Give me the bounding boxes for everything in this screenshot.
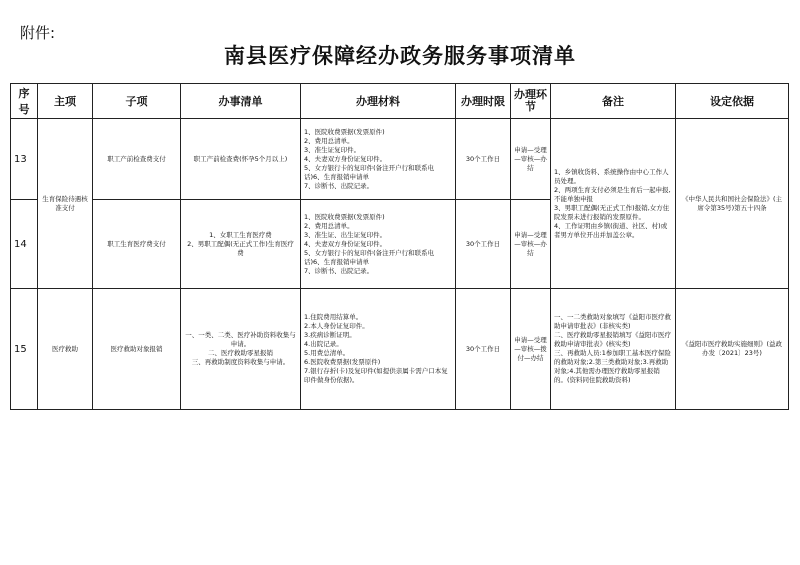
row-time-limit: 30个工作日 [456, 119, 511, 200]
header-task-list: 办事清单 [181, 84, 301, 119]
header-remarks: 备注 [551, 84, 676, 119]
table-header-row [11, 84, 789, 119]
row-time-limit: 30个工作日 [456, 200, 511, 289]
row-seq: 14 [11, 200, 38, 289]
header-seq: 序号 [11, 84, 38, 119]
header-basis: 设定依据 [676, 84, 789, 119]
header-main-item: 主项 [38, 84, 93, 119]
row-remarks: 1、乡镇收货料、系统操作由中心工作人员处理。 2、两项生育支付必须是生育后一起申报,不能单独申报 3、男职工配偶(无正式工作)报销,女方住院发票未进行报销的发票原件。 4、工作证明由乡镇(街道、社区、村)或者男方单位开出并加盖公章。 [551, 119, 676, 289]
table-row [11, 289, 789, 410]
header-time-limit: 办理时限 [456, 84, 511, 119]
row-materials: 1、医院收费票据(发票原件) 2、费用总清单。 3、准生证复印件。 4、夫妻双方身份证复印件。 5、女方银行卡的复印件(备注开户行和联系电话)6、生育报销申请单 7、诊断书、出院记录。 [301, 119, 456, 200]
row-seq: 15 [11, 289, 38, 410]
row-remarks: 一、一二类救助对象填写《益阳市医疗救助申请审批表》(非核实类) 二、医疗救助零星报销填写《益阳市医疗救助申请审批表》(核实类) 三、再救助人员:1参加职工基本医疗保险的救助对象;2.第三类救助对象;3.再救助对象;4.其他需办理医疗救助零星报销的。(资料同住院救助资料) [551, 289, 676, 410]
table-row [11, 119, 789, 200]
row-steps: 申请—受理—审核—拨付—办结 [511, 289, 551, 410]
row-seq: 13 [11, 119, 38, 200]
row-sub-item: 职工产前检查费支付 [93, 119, 181, 200]
row-time-limit: 30个工作日 [456, 289, 511, 410]
row-basis: 《益阳市医疗救助实施细则》(益政办发〔2021〕23号) [676, 289, 789, 410]
services-table [10, 83, 789, 410]
row-main-item: 医疗救助 [38, 289, 93, 410]
row-steps: 申请—受理—审核—办结 [511, 119, 551, 200]
header-steps: 办理环节 [511, 84, 551, 119]
row-basis: 《中华人民共和国社会保险法》(主席令第35号)第五十四条 [676, 119, 789, 289]
row-steps: 申请—受理—审核—办结 [511, 200, 551, 289]
attachment-label: 附件: [20, 24, 56, 42]
row-sub-item: 职工生育医疗费支付 [93, 200, 181, 289]
row-materials: 1、医院收费票据(发票原件) 2、费用总清单。 3、准生证、出生证复印件。 4、夫妻双方身份证复印件。 5、女方银行卡的复印件(备注开户行和联系电话)6、生育报销申请单 7、诊断书、出院记录。 [301, 200, 456, 289]
header-sub-item: 子项 [93, 84, 181, 119]
row-main-item: 生育保险待遇核准支付 [38, 119, 93, 289]
row-task-list: 职工产前检查费(怀孕5个月以上) [181, 119, 301, 200]
row-sub-item: 医疗救助对象报销 [93, 289, 181, 410]
row-materials: 1.住院费用结算单。 2.本人身份证复印件。 3.疾病诊断证明。 4.出院记录。 5.用费总清单。 6.医院收费票据(发票原件) 7.银行存折(卡)及复印件(如提供亲属卡需户口本复印件做身份依据)。 [301, 289, 456, 410]
header-materials: 办理材料 [301, 84, 456, 119]
page-title: 南县医疗保障经办政务服务事项清单 [224, 44, 576, 68]
row-task-list: 一、一类、二类、医疗补助资料收集与申请。 二、医疗救助零星报销 三、再救助制度资料收集与申请。 [181, 289, 301, 410]
row-task-list: 1、女职工生育医疗费 2、男职工配偶(无正式工作)生育医疗费 [181, 200, 301, 289]
